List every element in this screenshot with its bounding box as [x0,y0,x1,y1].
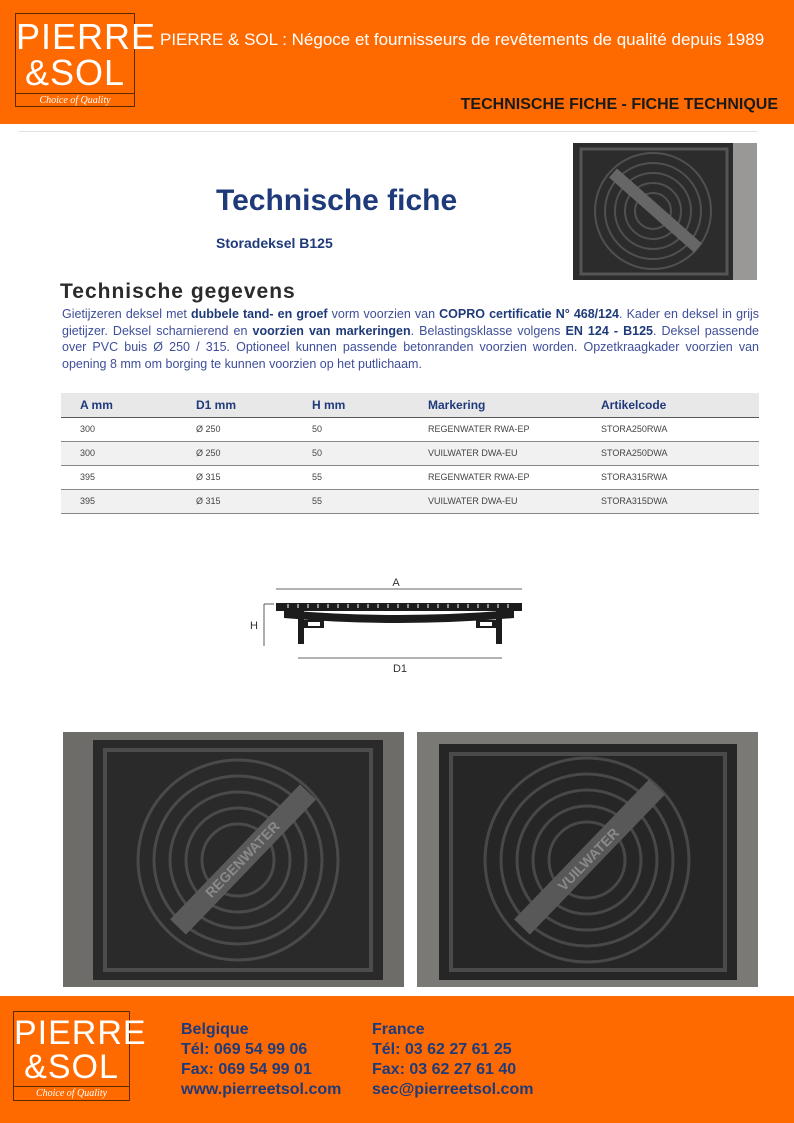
contact-belgium [181,1020,341,1100]
logo-tagline: Choice of Quality [14,1086,129,1099]
contact-france [372,1020,533,1100]
description-text: . Kader en deksel in grijs gietijzer. Deksel scharnierend en [62,307,759,338]
document-type: TECHNISCHE FICHE - FICHE TECHNIQUE [460,96,778,113]
cell-d1: Ø 250 [177,417,293,441]
table-row [61,465,759,489]
logo-line1: PIERRE [14,1014,147,1052]
email-link[interactable]: sec@pierreetsol.com [372,1081,534,1098]
marking-text: REGENWATER [202,818,283,901]
table-row [61,441,759,465]
country-label: Belgique [181,1021,249,1038]
cell-d1: Ø 315 [177,465,293,489]
description-emphasis: voorzien van markeringen [252,323,411,338]
label-a: A [392,577,400,589]
cell-markering: REGENWATER RWA-EP [409,465,582,489]
cross-section-drawing [240,570,540,680]
header-tagline: PIERRE & SOL : Négoce et fournisseurs de revêtements de qualité depuis 1989 [160,30,765,49]
description-text: . Belastingsklasse volgens [410,323,566,338]
description-emphasis: EN 124 - B125 [565,323,653,338]
header-d1: D1 mm [177,393,293,417]
product-photo-regenwater [63,732,404,987]
description-text: Gietijzeren deksel met [62,307,191,321]
table-row [61,489,759,513]
description-emphasis: dubbele tand- en groef [191,307,328,321]
logo-line1: PIERRE [16,16,157,57]
cell-h: 50 [293,441,409,465]
fax-number: Fax: 03 62 27 61 40 [372,1061,517,1078]
cell-markering: VUILWATER DWA-EU [409,441,582,465]
header-a: A mm [61,393,177,417]
cell-h: 50 [293,417,409,441]
cell-artikelcode: STORA315RWA [582,465,759,489]
cell-d1: Ø 250 [177,441,293,465]
cell-a: 395 [61,465,177,489]
phone-number: Tél: 069 54 99 06 [181,1041,308,1058]
page-title: Technische fiche [216,184,458,217]
description-text: vorm voorzien van [327,307,440,321]
logo-line2: &SOL [24,1048,119,1086]
cell-h: 55 [293,465,409,489]
header-markering: Markering [409,393,582,417]
product-photo-top [573,143,757,280]
label-h: H [250,620,258,632]
phone-number: Tél: 03 62 27 61 25 [372,1041,512,1058]
header-artikelcode: Artikelcode [582,393,759,417]
cell-h: 55 [293,489,409,513]
country-label: France [372,1021,425,1038]
cell-artikelcode: STORA315DWA [582,489,759,513]
marking-text: VUILWATER [554,824,623,894]
website-link[interactable]: www.pierreetsol.com [181,1081,342,1098]
brand-logo [15,13,157,107]
page-footer [0,996,794,1123]
logo-tagline: Choice of Quality [16,93,134,106]
description-text: . Deksel passende over PVC buis Ø 250 / 315. Optioneel kunnen passende betonranden voorzien worden. Opzetkraagkader voorzien van opening 8 mm om borging te kunnen voorzien op het putlichaam. [62,323,760,371]
cell-markering: VUILWATER DWA-EU [409,489,582,513]
product-name: Storadeksel B125 [216,235,333,251]
spec-table [61,393,759,514]
cell-a: 395 [61,489,177,513]
section-title: Technische gegevens [60,280,296,303]
label-d1: D1 [392,663,408,675]
product-photo-vuilwater [417,732,758,987]
table-header-row [61,393,759,417]
footer-logo [13,1011,147,1101]
cell-a: 300 [61,417,177,441]
cell-d1: Ø 315 [177,489,293,513]
cell-artikelcode: STORA250RWA [582,417,759,441]
cell-markering: REGENWATER RWA-EP [409,417,582,441]
header-divider [18,131,758,132]
product-description [62,306,759,372]
page-header [0,0,794,124]
logo-line2: &SOL [24,52,126,93]
table-row [61,417,759,441]
cell-artikelcode: STORA250DWA [582,441,759,465]
cell-a: 300 [61,441,177,465]
description-emphasis: COPRO certificatie N° 468/124 [439,307,620,321]
fax-number: Fax: 069 54 99 01 [181,1061,312,1078]
header-h: H mm [293,393,409,417]
